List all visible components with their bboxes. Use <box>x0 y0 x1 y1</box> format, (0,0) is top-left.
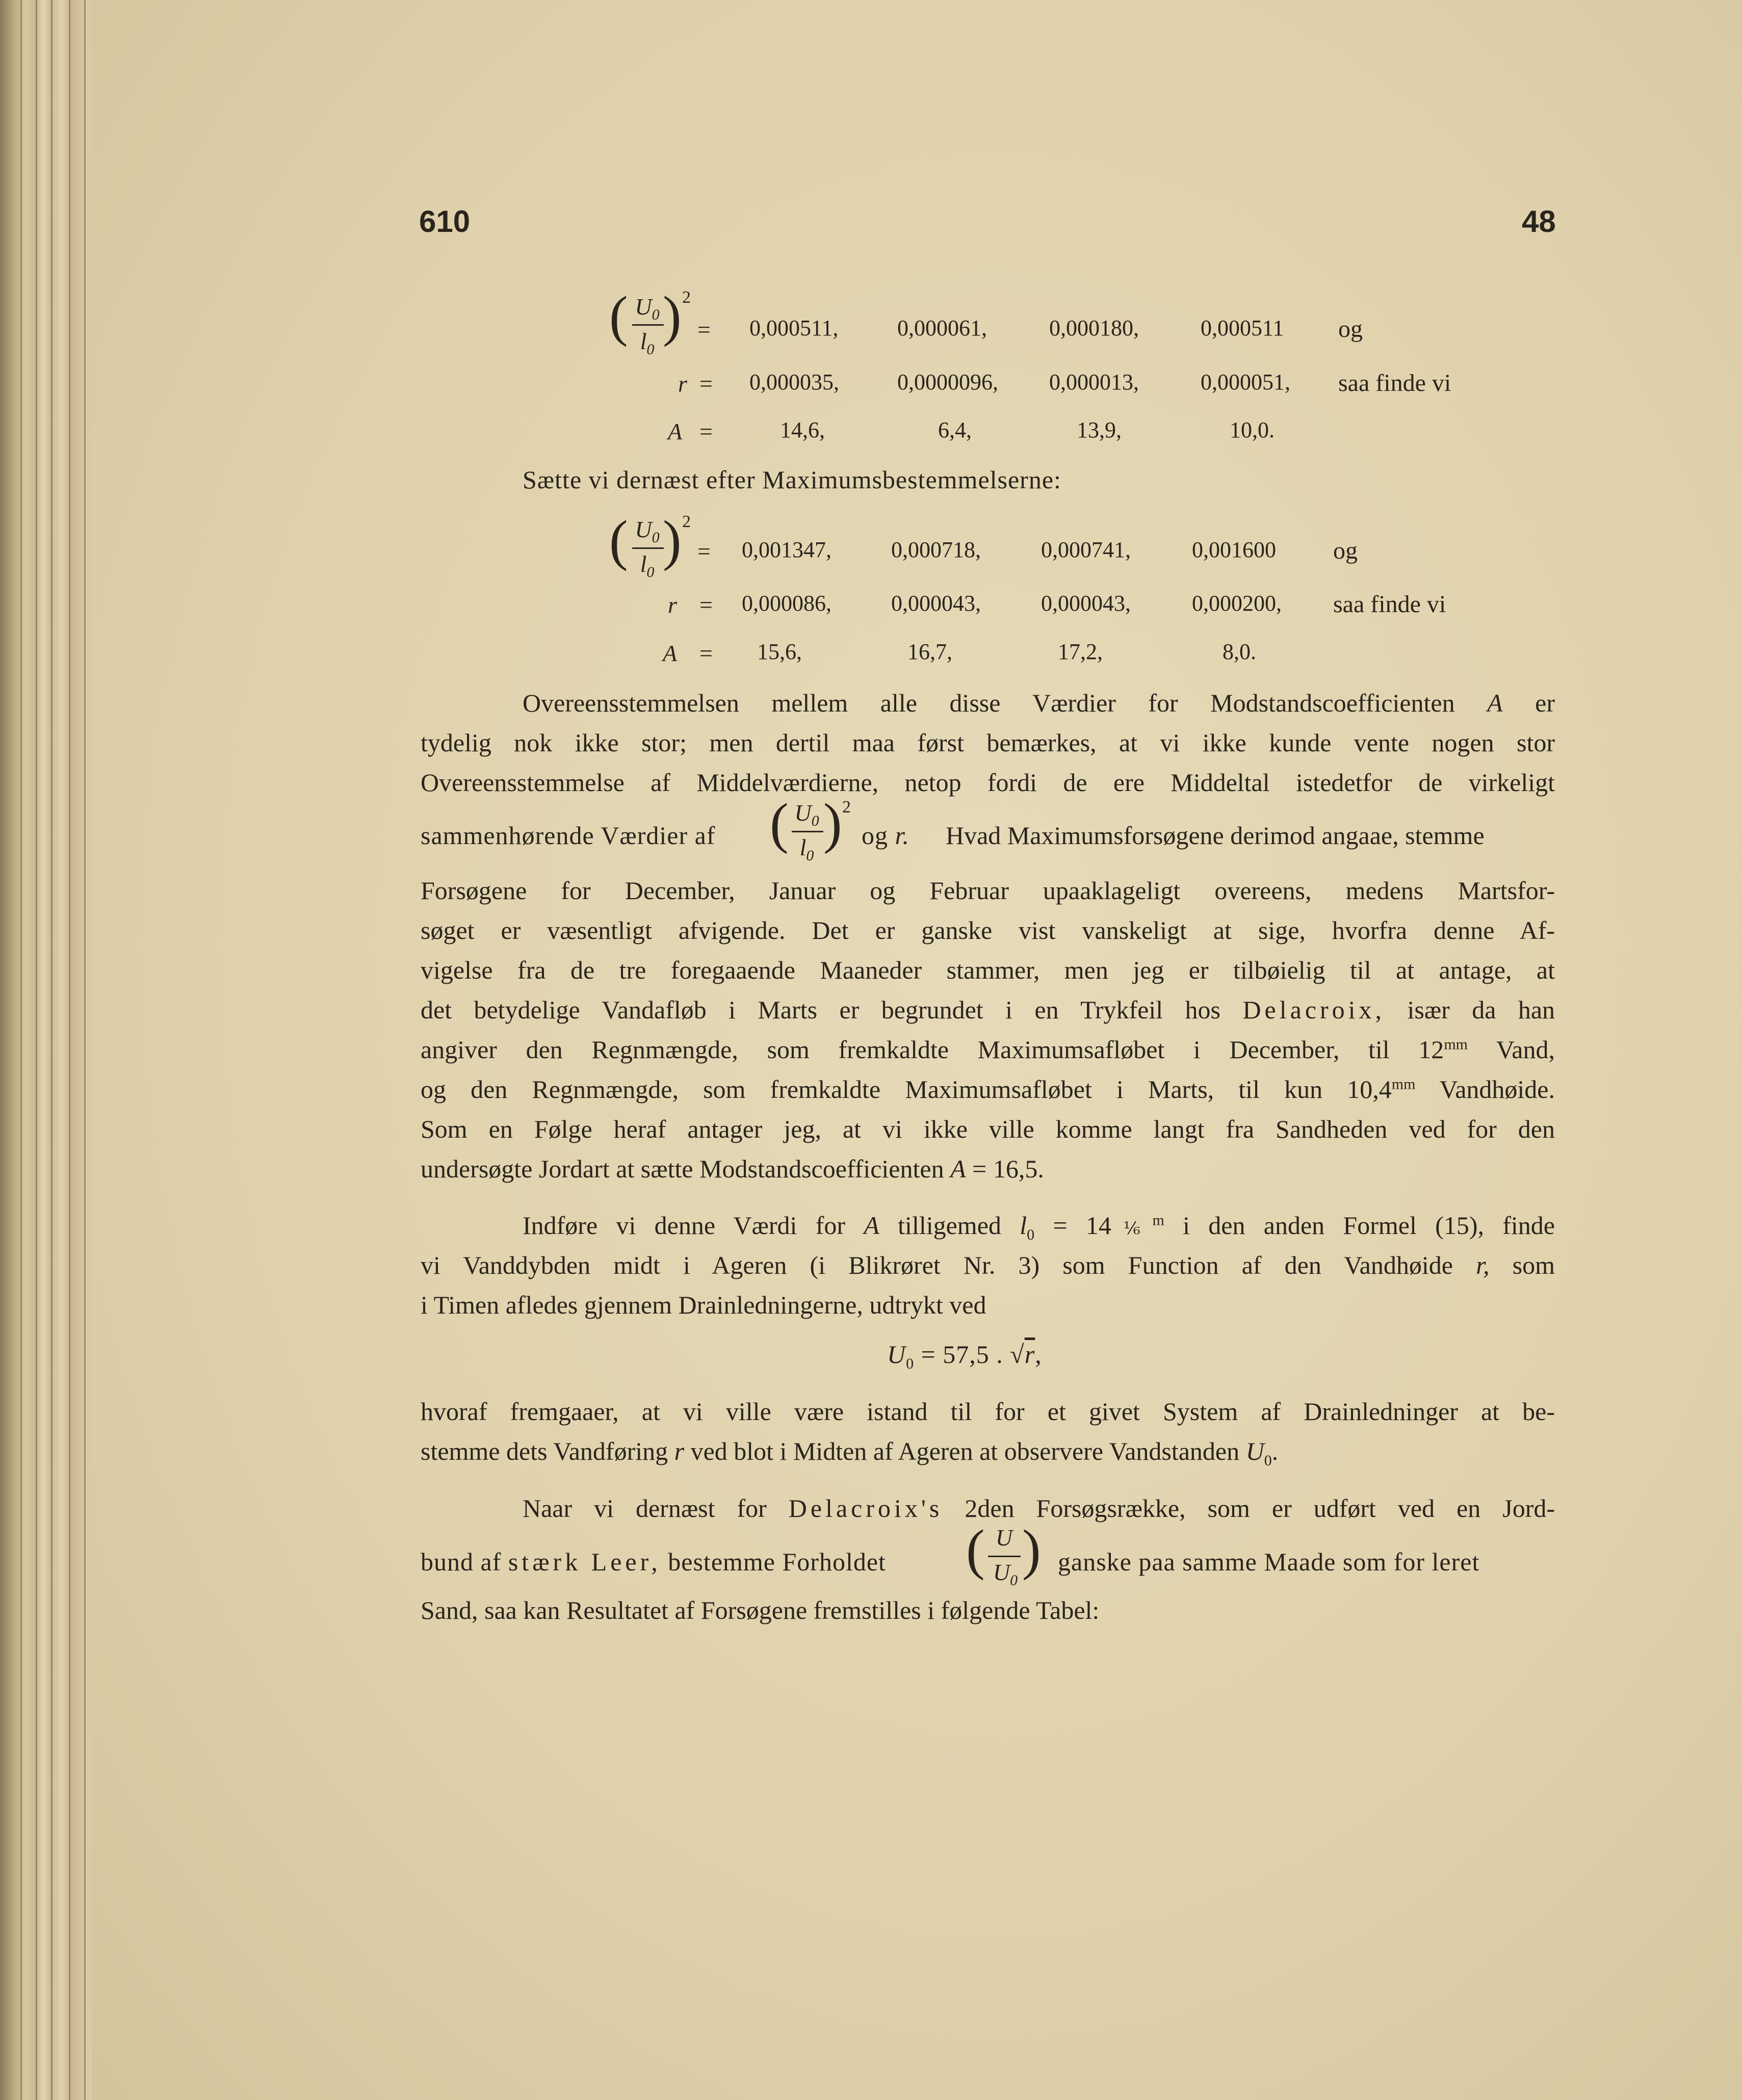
table-cell: 10,0. <box>1230 417 1275 442</box>
table-cell: 13,9, <box>1077 417 1122 442</box>
formula-u0: $U_0 = 57,5$ . √r, <box>887 1340 1042 1372</box>
table-cell: 0,001347, <box>742 537 831 562</box>
table-cell: 16,7, <box>907 639 952 664</box>
table-cell: 0,000043, <box>891 591 981 616</box>
table-cell: 0,001600 <box>1192 537 1276 562</box>
table-cell: 14,6, <box>780 417 825 442</box>
table-cell: 0,000741, <box>1041 537 1131 562</box>
page-number-right: 48 <box>1522 204 1556 239</box>
book-page-edge <box>0 0 97 2100</box>
table-cell: 0,000718, <box>891 537 981 562</box>
table-cell: 15,6, <box>757 639 802 664</box>
table-cell: 0,000061, <box>897 316 987 340</box>
edge-line <box>20 0 22 2100</box>
table-cell: 0,000013, <box>1049 370 1139 395</box>
table-cell: 0,000043, <box>1041 591 1131 616</box>
edge-line <box>69 0 70 2100</box>
table-cell: 0,000511, <box>749 316 839 340</box>
table-cell: 0,000051, <box>1201 370 1290 395</box>
table-cell: 0,000035, <box>749 370 839 395</box>
page-number-left: 610 <box>419 204 471 239</box>
table-cell: 17,2, <box>1058 639 1103 664</box>
table-cell: 0,000180, <box>1049 316 1139 340</box>
edge-line <box>84 0 86 2100</box>
edge-line <box>36 0 37 2100</box>
edge-line <box>51 0 53 2100</box>
table-cell: 6,4, <box>938 417 972 442</box>
intro-maximum: Sætte vi dernæst efter Maximumsbestemmelserne: <box>523 465 1061 494</box>
table-cell: 0,0000096, <box>897 370 998 395</box>
table-cell: 0,000511 <box>1201 316 1284 340</box>
table-cell: 8,0. <box>1223 639 1256 664</box>
table-cell: 0,000086, <box>742 591 831 616</box>
table-cell: 0,000200, <box>1192 591 1282 616</box>
